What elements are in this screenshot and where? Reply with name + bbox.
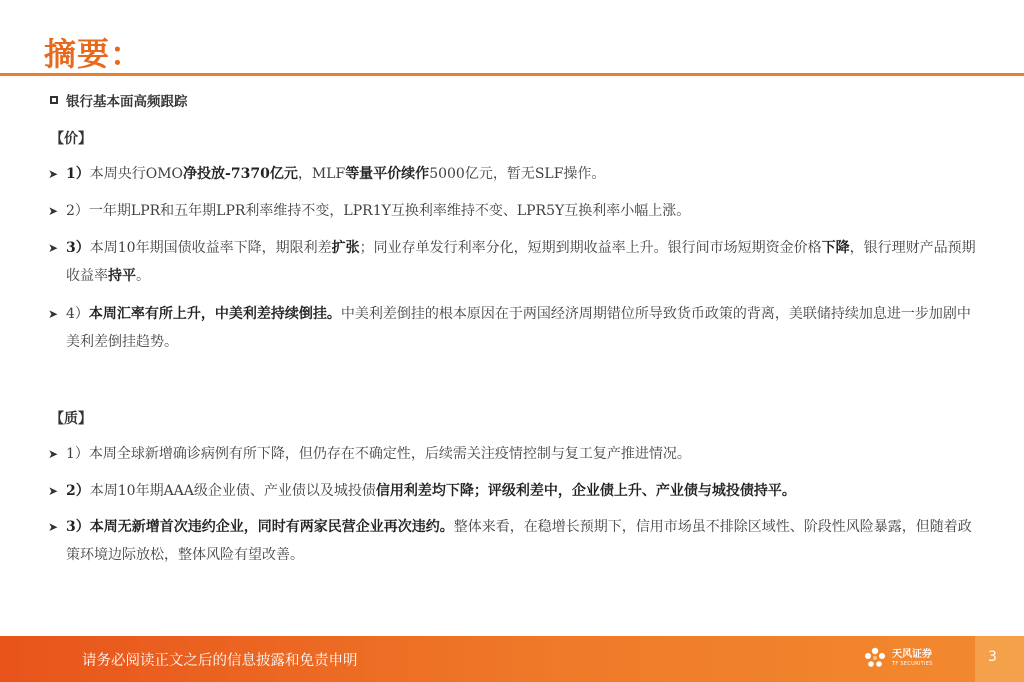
arrow-bullet-icon: ➤: [48, 241, 59, 255]
company-logo: [862, 645, 933, 671]
checkbox-square-icon: [50, 96, 58, 104]
price-item-2: ➤ 2）一年期LPR和五年期LPR利率维持不变，LPR1Y互换利率维持不变、LPR5Y互换利率小幅上涨。: [48, 197, 983, 225]
footer-bar: [0, 636, 1024, 682]
page-number-box: [975, 636, 1024, 682]
price-item-3: ➤ 3）本周10年期国债收益率下降，期限利差扩张；同业存单发行利率分化，短期到期收益率上升。银行间市场短期资金价格下降，银行理财产品预期收益率持平。: [48, 234, 983, 290]
tf-logo-icon: [862, 645, 888, 671]
arrow-bullet-icon: ➤: [48, 520, 59, 534]
arrow-bullet-icon: ➤: [48, 167, 59, 181]
disclaimer-text: 请务必阅读正文之后的信息披露和免责申明: [82, 653, 358, 669]
title-divider: [0, 73, 1024, 76]
logo-cn-text: 天风证券: [892, 648, 932, 660]
price-item-1: ➤ 1）本周央行OMO净投放-7370亿元，MLF等量平价续作5000亿元，暂无SLF操作。: [48, 160, 983, 188]
arrow-bullet-icon: ➤: [48, 447, 59, 461]
arrow-bullet-icon: ➤: [48, 204, 59, 218]
logo-en-text: TF SECURITIES: [892, 660, 933, 667]
quality-label: 【质】: [50, 411, 92, 427]
arrow-bullet-icon: ➤: [48, 307, 59, 321]
section-heading-text: 银行基本面高频跟踪: [66, 94, 188, 110]
page-number: 3: [988, 649, 997, 665]
price-label: 【价】: [50, 131, 92, 147]
price-item-4: ➤ 4）本周汇率有所上升，中美利差持续倒挂。中美利差倒挂的根本原因在于两国经济周期错位所导致货币政策的背离，美联储持续加息进一步加剧中美利差倒挂趋势。: [48, 300, 983, 356]
quality-item-3: ➤ 3）本周无新增首次违约企业，同时有两家民营企业再次违约。整体来看，在稳增长预期下，信用市场虽不排除区域性、阶段性风险暴露，但随着政策环境边际放松，整体风险有望改善。: [48, 513, 983, 569]
page-title: 摘要：: [44, 35, 144, 73]
quality-item-2: ➤ 2）本周10年期AAA级企业债、产业债以及城投债信用利差均下降；评级利差中，企业债上升、产业债与城投债持平。: [48, 477, 983, 505]
quality-item-1: ➤ 1）本周全球新增确诊病例有所下降，但仍存在不确定性，后续需关注疫情控制与复工复产推进情况。: [48, 440, 983, 468]
section-heading: [50, 90, 188, 110]
arrow-bullet-icon: ➤: [48, 484, 59, 498]
